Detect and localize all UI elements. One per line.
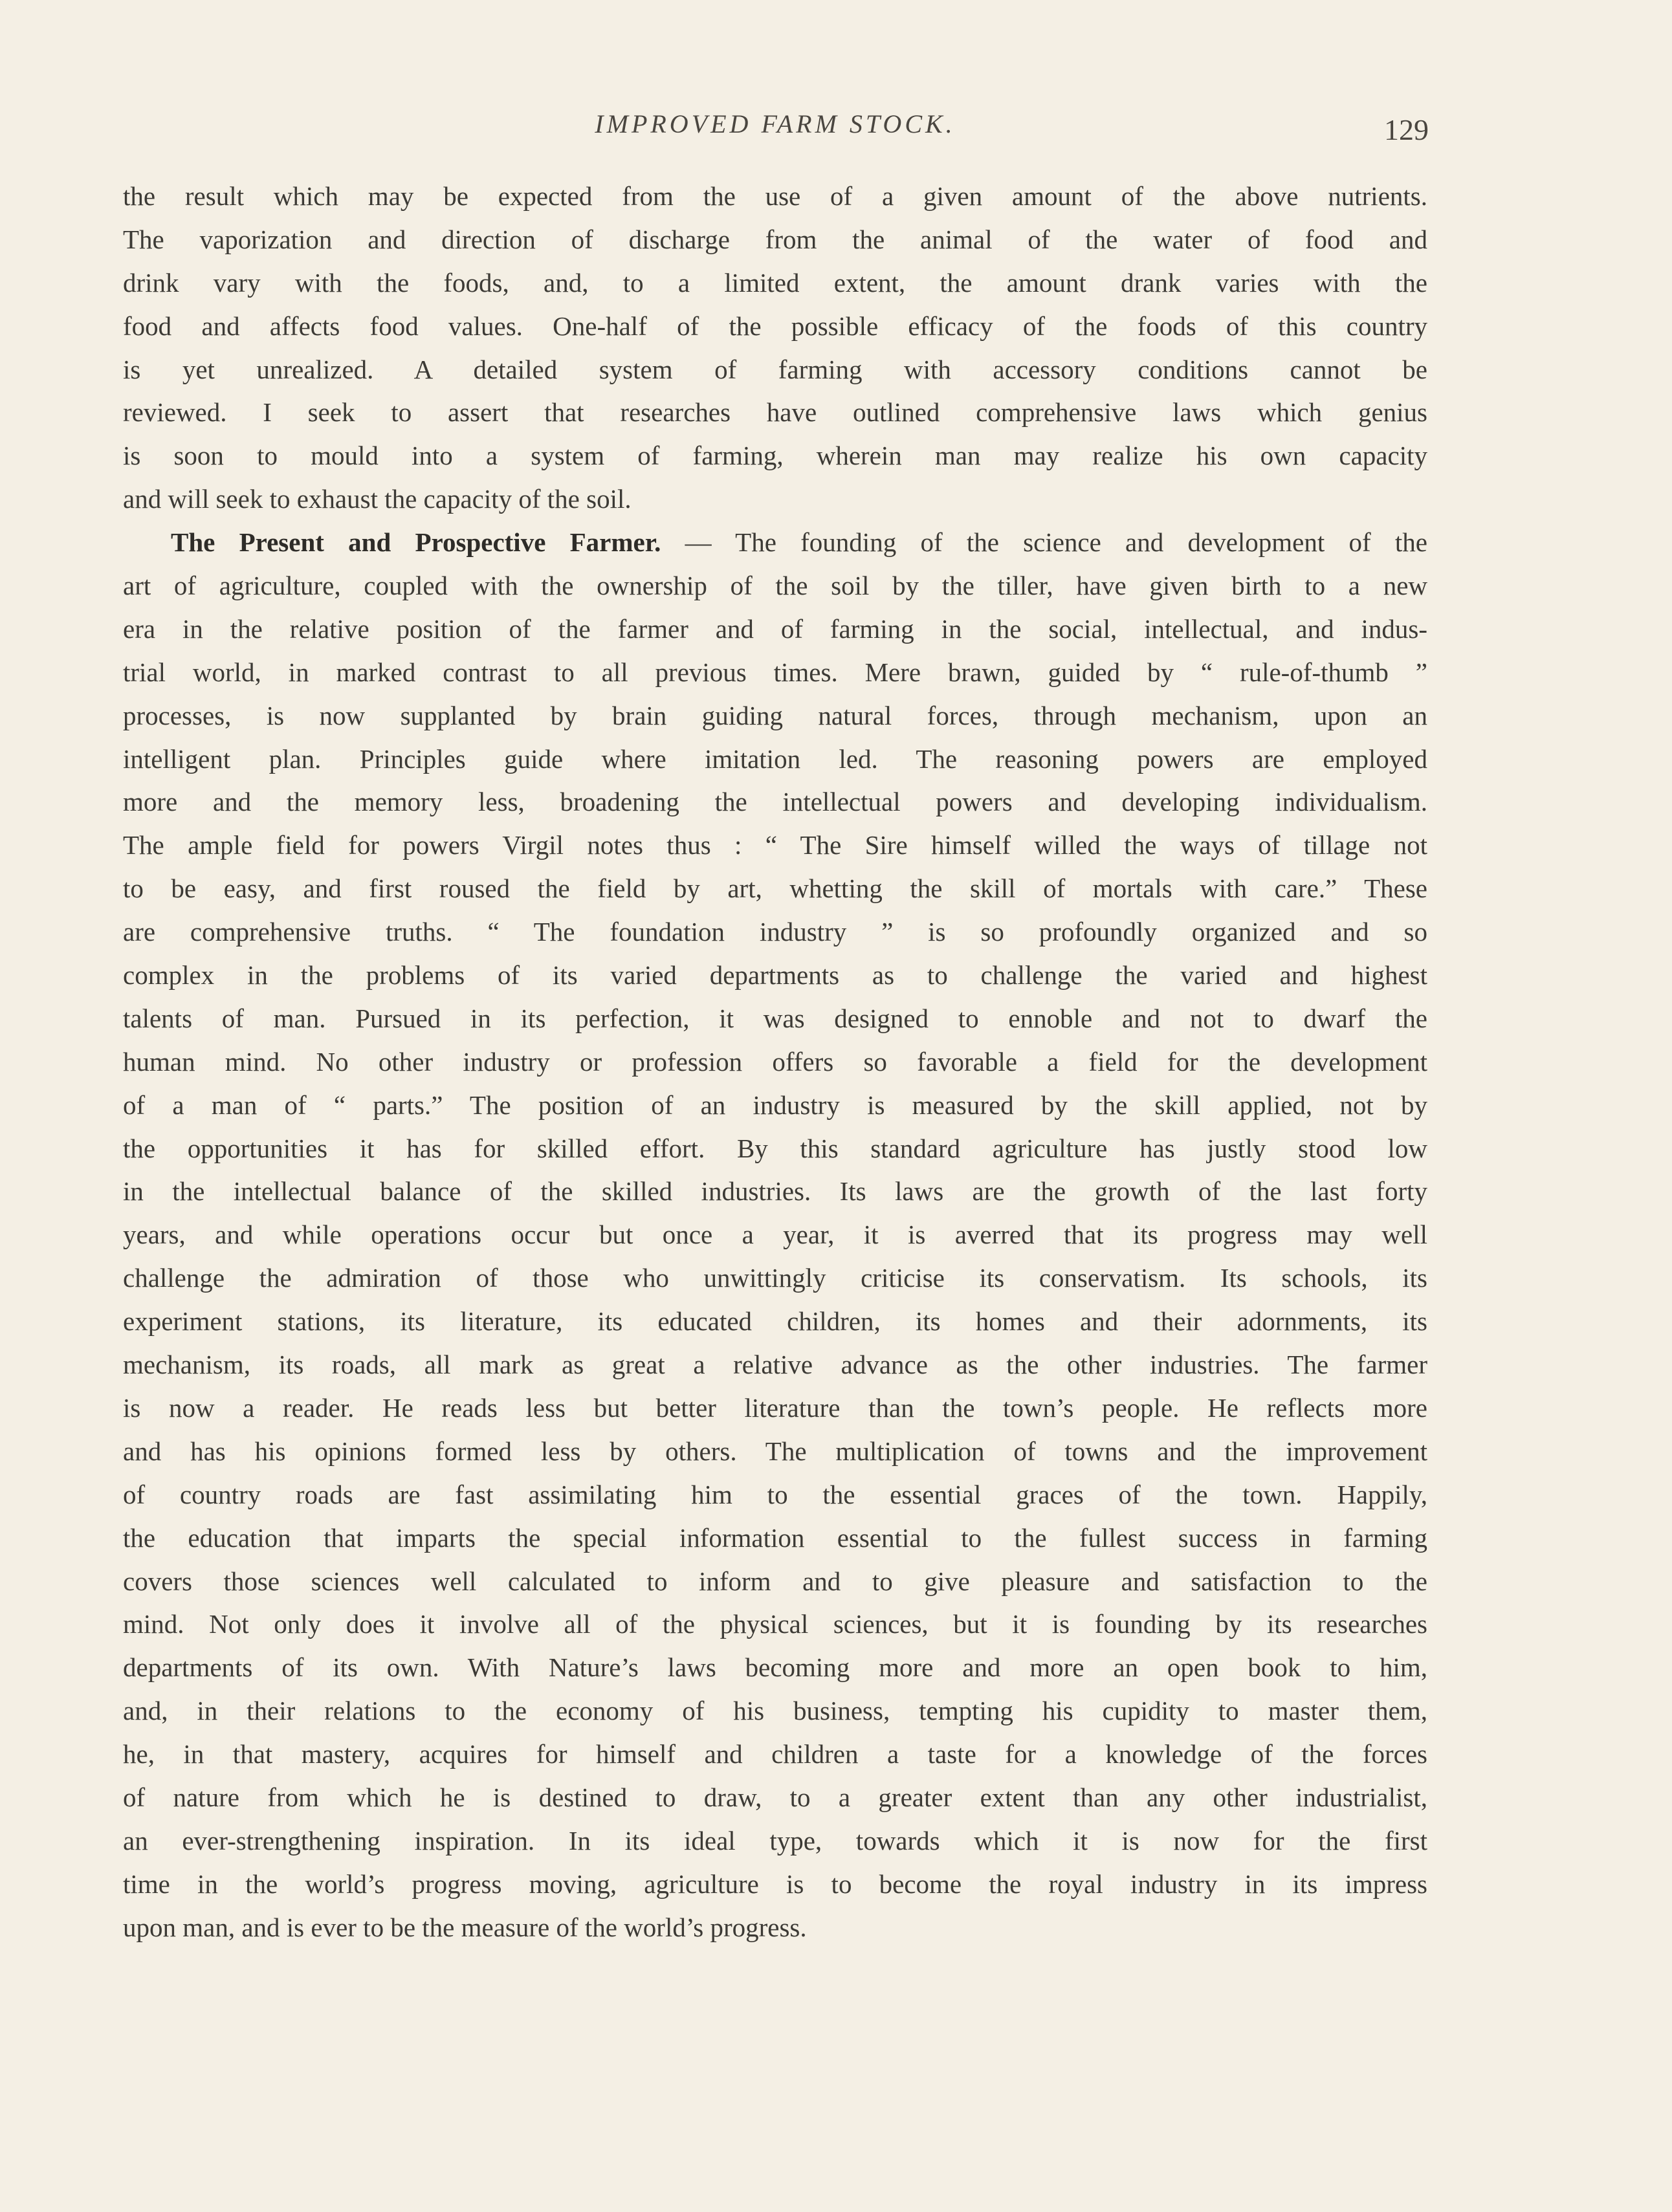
text-line: in the intellectual balance of the skilled industries. Its laws are the growth of the last forty <box>123 1176 1427 1207</box>
paragraph-present-and-prospective-farmer <box>123 521 1427 1949</box>
text-line: experiment stations, its literature, its educated children, its homes and their adornments, its <box>123 1306 1427 1337</box>
text-line: complex in the problems of its varied departments as to challenge the varied and highest <box>123 960 1427 991</box>
text-line: The ample field for powers Virgil notes thus : “ The Sire himself willed the ways of tillage not <box>123 830 1427 860</box>
text-line: and will seek to exhaust the capacity of the soil. <box>123 484 632 514</box>
text-line: departments of its own. With Nature’s laws becoming more and more an open book to him, <box>123 1652 1427 1683</box>
text-line: to be easy, and first roused the field by art, whetting the skill of mortals with care.” These <box>123 873 1427 904</box>
text-line: art of agriculture, coupled with the ownership of the soil by the tiller, have given birth to a new <box>123 571 1427 601</box>
text-line: food and affects food values. One-half of the possible efficacy of the foods of this country <box>123 311 1427 341</box>
text-line: of country roads are fast assimilating him to the essential graces of the town. Happily, <box>123 1479 1427 1509</box>
text-line: the opportunities it has for skilled effort. By this standard agriculture has justly stood low <box>123 1133 1427 1163</box>
text-line: the education that imparts the special information essential to the fullest success in farming <box>123 1522 1427 1553</box>
body-text <box>123 175 1427 1949</box>
text-line: of a man of “ parts.” The position of an industry is measured by the skill applied, not by <box>123 1090 1427 1120</box>
paragraph-first-line <box>123 521 1427 564</box>
text-line: era in the relative position of the farmer and of farming in the social, intellectual, and indus- <box>123 613 1427 644</box>
text-line: more and the memory less, broadening the intellectual powers and developing individualism. <box>123 787 1427 817</box>
text-line: is soon to mould into a system of farming, wherein man may realize his own capacity <box>123 441 1427 471</box>
page-number: 129 <box>1384 113 1429 146</box>
text-line: is yet unrealized. A detailed system of farming with accessory conditions cannot be <box>123 354 1427 384</box>
text-line: mechanism, its roads, all mark as great a relative advance as the other industries. The farmer <box>123 1350 1427 1380</box>
text-line: trial world, in marked contrast to all previous times. Mere brawn, guided by “ rule-of-thumb ” <box>123 657 1427 687</box>
text-line: upon man, and is ever to be the measure of the world’s progress. <box>123 1912 807 1942</box>
text-line: and, in their relations to the economy of his business, tempting his cupidity to master them, <box>123 1696 1427 1726</box>
text-line: drink vary with the foods, and, to a limited extent, the amount drank varies with the <box>123 267 1427 298</box>
text-line: intelligent plan. Principles guide where imitation led. The reasoning powers are employed <box>123 743 1427 774</box>
text-line: reviewed. I seek to assert that researches have outlined comprehensive laws which genius <box>123 397 1427 428</box>
first-line-text: — The founding of the science and development of the <box>661 527 1427 558</box>
text-line: he, in that mastery, acquires for himself and children a taste for a knowledge of the forces <box>123 1739 1427 1769</box>
running-head <box>122 109 1429 154</box>
text-line: years, and while operations occur but once a year, it is averred that its progress may well <box>123 1220 1427 1250</box>
text-line: The vaporization and direction of discharge from the animal of the water of food and <box>123 224 1427 254</box>
text-line: of nature from which he is destined to draw, to a greater extent than any other industrialist, <box>123 1782 1427 1812</box>
running-title: IMPROVED FARM STOCK. <box>595 109 956 138</box>
text-line: time in the world’s progress moving, agriculture is to become the royal industry in its impress <box>123 1868 1427 1899</box>
text-line: are comprehensive truths. “ The foundation industry ” is so profoundly organized and so <box>123 917 1427 947</box>
text-line: covers those sciences well calculated to inform and to give pleasure and satisfaction to the <box>123 1566 1427 1596</box>
text-line: challenge the admiration of those who unwittingly criticise its conservatism. Its schools, its <box>123 1263 1427 1293</box>
text-line: the result which may be expected from the use of a given amount of the above nutrients. <box>123 181 1427 211</box>
text-line: an ever-strengthening inspiration. In its ideal type, towards which it is now for the first <box>123 1825 1427 1856</box>
text-line: talents of man. Pursued in its perfection, it was designed to ennoble and not to dwarf the <box>123 1003 1427 1033</box>
text-line: is now a reader. He reads less but better literature than the town’s people. He reflects more <box>123 1392 1427 1423</box>
section-heading: The Present and Prospective Farmer. <box>171 527 661 558</box>
paragraph-continuation <box>123 175 1427 521</box>
text-line: processes, is now supplanted by brain guiding natural forces, through mechanism, upon an <box>123 700 1427 730</box>
text-line: mind. Not only does it involve all of the physical sciences, but it is founding by its researches <box>123 1609 1427 1639</box>
text-line: human mind. No other industry or profession offers so favorable a field for the development <box>123 1046 1427 1077</box>
text-line: and has his opinions formed less by others. The multiplication of towns and the improvement <box>123 1436 1427 1466</box>
